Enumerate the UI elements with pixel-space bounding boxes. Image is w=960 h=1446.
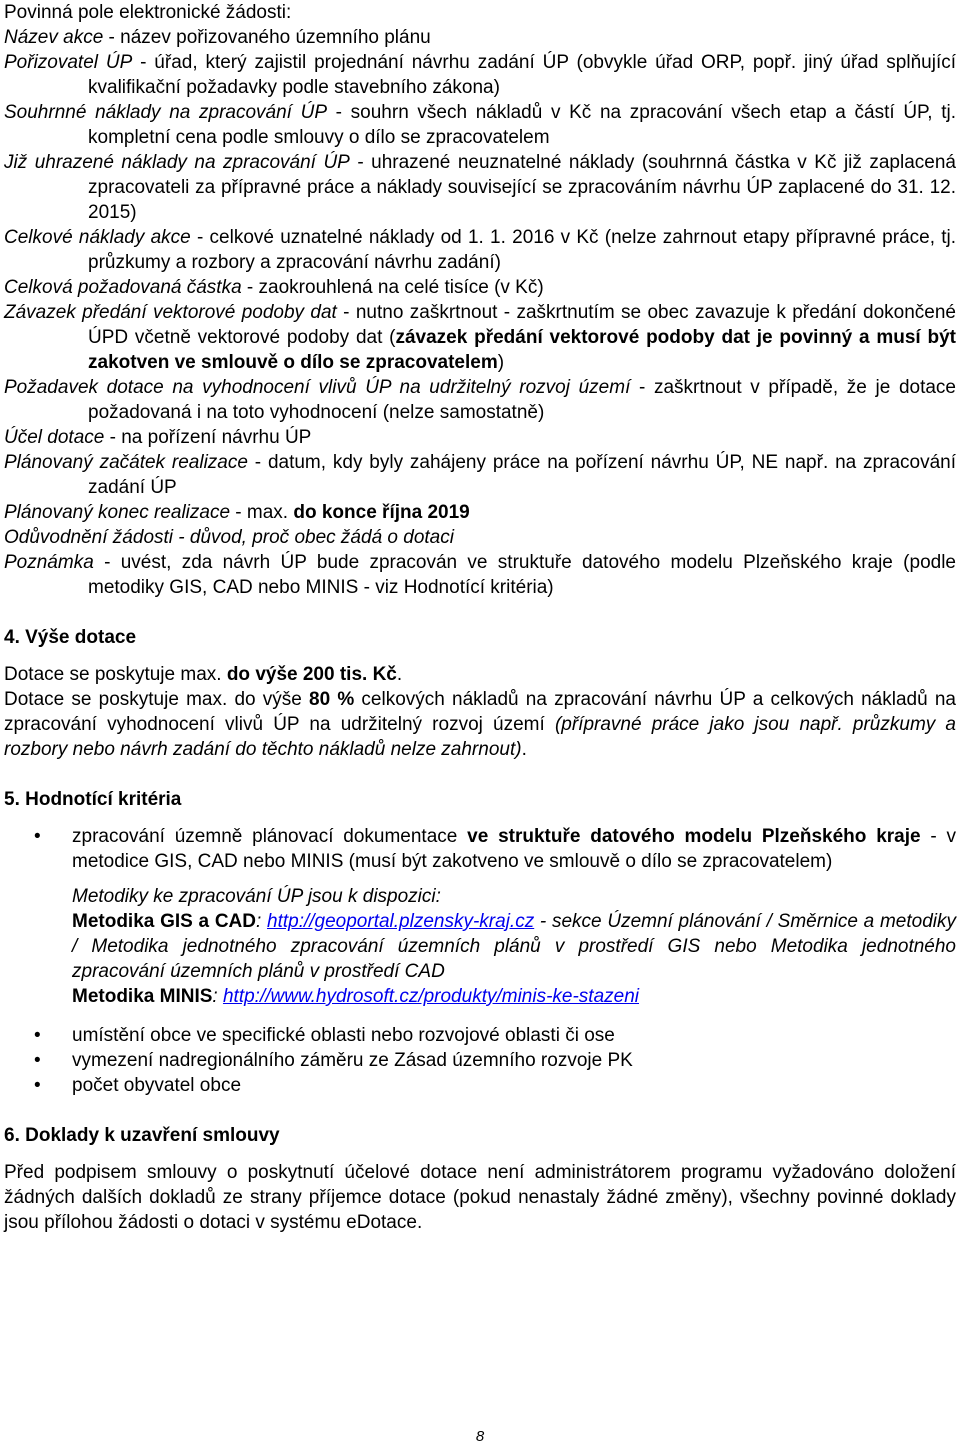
criteria-item-2 xyxy=(4,1023,956,1048)
field-konec xyxy=(4,500,956,525)
field-ucel-label: Účel dotace xyxy=(4,427,105,448)
field-souhrnne-text: - souhrn všech nákladů v Kč na zpracování všech etap a částí ÚP, tj. kompletní cena podle smlouvy o dílo se zpracovatelem xyxy=(88,102,956,148)
s4-p2-c: celkových nákladů na zpracování návrhu ÚP a celkových nákladů na zpracování vyhodnocení vlivů ÚP na udržitelný rozvoj území xyxy=(4,689,956,735)
field-zavazek-end: ) xyxy=(497,352,505,373)
criteria-item-3 xyxy=(4,1048,956,1073)
s4-p2-a: Dotace se poskytuje max. do výše xyxy=(4,689,310,710)
metodika-minis xyxy=(72,984,956,1009)
b1-a: zpracování územně plánovací dokumentace xyxy=(72,826,468,847)
gis-label: Metodika GIS a CAD xyxy=(72,911,256,932)
hydrosoft-link[interactable]: http://www.hydrosoft.cz/produkty/minis-ke-stazeni xyxy=(222,986,640,1007)
field-nazev-text: - název pořizovaného územního plánu xyxy=(103,27,431,48)
b3-text: vymezení nadregionálního záměru ze Zásad územního rozvoje PK xyxy=(72,1050,633,1071)
s4-p2-d: (přípravné práce jako jsou např. průzkumy a rozbory nebo návrh zadání do těchto nákladů nelze zahrnout) xyxy=(4,714,957,760)
minis-label: Metodika MINIS xyxy=(72,986,213,1007)
gis-text: - sekce Územní plánování / Směrnice a metodiky / Metodika jednotného zpracování územních plánů v prostředí GIS nebo Metodika jednotného zpracování územních plánů v prostředí CAD xyxy=(72,911,956,982)
field-uhrazene xyxy=(4,150,956,225)
section-5-title: 5. Hodnotící kritéria xyxy=(4,789,182,810)
bullet-icon: • xyxy=(34,1075,41,1096)
section-4-title: 4. Výše dotace xyxy=(4,627,137,648)
field-zavazek-text: - nutno zaškrtnout - zaškrtnutím se obec zavazuje k předání dokončené ÚPD včetně vektorové podoby dat ( xyxy=(88,302,956,348)
document-page xyxy=(4,0,956,1235)
metodiky-intro: Metodiky ke zpracování ÚP jsou k dispozici: xyxy=(72,886,441,907)
field-nazev xyxy=(4,25,956,50)
s4-p1-c: . xyxy=(396,664,403,685)
field-nazev-label: Název akce xyxy=(4,27,104,48)
field-zavazek-label: Závazek předání vektorové podoby dat xyxy=(4,302,337,323)
field-pozadavek xyxy=(4,375,956,425)
field-konec-text: - max. xyxy=(230,502,294,523)
field-pozadavek-label: Požadavek dotace na vyhodnocení vlivů ÚP na udržitelný rozvoj území xyxy=(4,377,631,398)
field-porizovatel-label: Pořizovatel ÚP xyxy=(4,52,133,73)
s4-p2-b: 80 % xyxy=(309,689,355,710)
section-4-paragraph-1 xyxy=(4,662,956,687)
field-oduvodneni-label: Odůvodnění žádosti - důvod, proč obec žádá o dotaci xyxy=(4,527,454,548)
field-castka xyxy=(4,275,956,300)
required-fields-header: Povinná pole elektronické žádosti: xyxy=(4,2,292,23)
s4-p1-b: do výše 200 tis. Kč xyxy=(226,664,397,685)
metodika-gis xyxy=(72,909,956,984)
minis-colon: : xyxy=(212,986,223,1007)
page-number: 8 xyxy=(475,1428,485,1445)
field-zavazek-bold: závazek předání vektorové podoby dat je povinný a musí být zakotven ve smlouvě o dílo se zpracovatelem xyxy=(88,327,956,373)
field-celkove-text: - celkové uznatelné náklady od 1. 1. 2016 v Kč (nelze zahrnout etapy přípravné práce, tj. průzkumy a rozbory a zpracování návrhu zadání) xyxy=(88,227,956,273)
field-castka-text: - zaokrouhlená na celé tisíce (v Kč) xyxy=(241,277,544,298)
gis-colon: : xyxy=(256,911,268,932)
bullet-icon: • xyxy=(34,1025,41,1046)
field-uhrazene-label: Již uhrazené náklady na zpracování ÚP xyxy=(4,152,350,173)
section-4-paragraph-2 xyxy=(4,687,956,762)
field-castka-label: Celková požadovaná částka xyxy=(4,277,242,298)
field-porizovatel xyxy=(4,50,956,100)
field-konec-bold: do konce října 2019 xyxy=(293,502,470,523)
field-uhrazene-text: - uhrazené neuznatelné náklady (souhrnná částka v Kč již zaplacená zpracovateli za přípravné práce a náklady související se zpracováním návrhu ÚP zaplacené do 31. 12. 2015) xyxy=(88,152,956,223)
field-zavazek xyxy=(4,300,956,375)
b1-b: ve struktuře datového modelu Plzeňského kraje xyxy=(467,826,921,847)
field-ucel-text: - na pořízení návrhu ÚP xyxy=(104,427,312,448)
criteria-list xyxy=(4,824,956,1098)
s4-p1-a: Dotace se poskytuje max. xyxy=(4,664,227,685)
field-poznamka-text: - uvést, zda návrh ÚP bude zpracován ve struktuře datového modelu Plzeňského kraje (podle metodiky GIS, CAD nebo MINIS - viz Hodnotící kritéria) xyxy=(88,552,956,598)
field-poznamka xyxy=(4,550,956,600)
section-6-paragraph: Před podpisem smlouvy o poskytnutí účelové dotace není administrátorem programu vyžadováno doložení žádných dalších dokladů ze strany příjemce dotace (pokud nenastaly žádné změny), všechny povinné doklady jsou přílohou žádosti o dotaci v systému eDotace. xyxy=(4,1162,956,1233)
field-zacatek-text: - datum, kdy byly zahájeny práce na pořízení návrhu ÚP, NE např. na zpracování zadání ÚP xyxy=(88,452,956,498)
field-celkove-label: Celkové náklady akce xyxy=(4,227,191,248)
b4-text: počet obyvatel obce xyxy=(72,1075,242,1096)
field-oduvodneni xyxy=(4,525,956,550)
field-zacatek xyxy=(4,450,956,500)
criteria-item-1 xyxy=(4,824,956,1009)
criteria-item-4 xyxy=(4,1073,956,1098)
field-ucel xyxy=(4,425,956,450)
field-konec-label: Plánovaný konec realizace xyxy=(4,502,231,523)
field-porizovatel-text: - úřad, který zajistil projednání návrhu zadání ÚP (obvykle úřad ORP, popř. jiný úřad splňující kvalifikační požadavky podle stavebního zákona) xyxy=(88,52,956,98)
b1-c: - v metodice GIS, CAD nebo MINIS (musí být zakotveno ve smlouvě o dílo se zpracovatelem) xyxy=(72,826,957,872)
geoportal-link[interactable]: http://geoportal.plzensky-kraj.cz xyxy=(267,911,535,932)
b2-text: umístění obce ve specifické oblasti nebo rozvojové oblasti či ose xyxy=(72,1025,615,1046)
field-celkove xyxy=(4,225,956,275)
bullet-icon: • xyxy=(34,826,41,847)
field-souhrnne xyxy=(4,100,956,150)
bullet-icon: • xyxy=(34,1050,41,1071)
section-6-title: 6. Doklady k uzavření smlouvy xyxy=(4,1125,280,1146)
s4-p2-e: . xyxy=(521,739,527,760)
field-zacatek-label: Plánovaný začátek realizace xyxy=(4,452,248,473)
field-poznamka-label: Poznámka xyxy=(4,552,94,573)
field-souhrnne-label: Souhrnné náklady na zpracování ÚP xyxy=(4,102,328,123)
field-pozadavek-text: - zaškrtnout v případě, že je dotace požadovaná i na toto vyhodnocení (nelze samostatně) xyxy=(88,377,957,423)
metodiky-block xyxy=(72,884,956,1009)
